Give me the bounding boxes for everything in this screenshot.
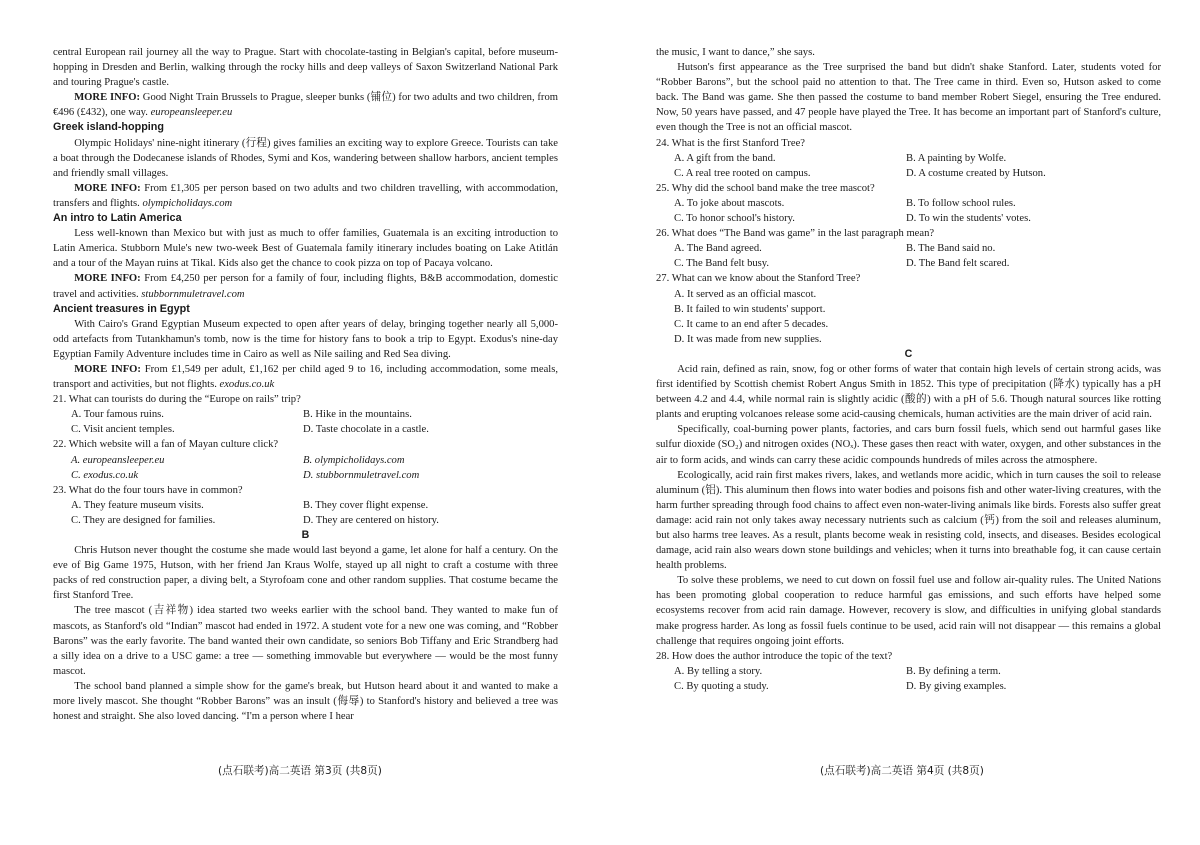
- more-info: [53, 181, 558, 211]
- options-27: [656, 287, 1161, 347]
- more-info-text: From £4,250 per person for a family of four, including flights, B&B accommodation, domestic travel and activities.: [53, 273, 558, 300]
- paragraph: The school band planned a simple show for the game's break, but Hutson heard about it and wanted to make a more lively mascot. She thought “Robber Barons” was an insult (侮辱) to Stanford's history and believed a tree was honest and straight. She also loved dancing. “I'm a person where I hear: [53, 680, 558, 723]
- option-d: D. A costume created by Hutson.: [906, 167, 1046, 179]
- option-d: D. Taste chocolate in a castle.: [303, 424, 429, 436]
- section-label-b: B: [301, 529, 310, 541]
- more-info: [53, 362, 558, 392]
- option-d: D. The Band felt scared.: [906, 258, 1010, 270]
- section-heading: Greek island-hopping: [53, 121, 164, 134]
- paragraph: Hutson's first appearance as the Tree surprised the band but didn't shake Stanford. Later, students voted for “Robber Barons”, but the school paid no attention to that. The Tree came in third. Even so, Hutson asked to come back. The Band was game. She then passed the costume to band member Robert Siegel, ensuring the Tree endured. Now, 50 years have passed, and 47 people have played the Tree. It has become an important part of Stanford's culture, even though the Tree is not an official mascot.: [656, 62, 1161, 134]
- option-c: C. The Band felt busy.: [674, 258, 770, 270]
- option-c: C. They are designed for families.: [71, 514, 216, 526]
- option-a: A. By telling a story.: [674, 665, 763, 677]
- option-d: D. It was made from new supplies.: [674, 333, 822, 345]
- paragraph: Ecologically, acid rain first makes rivers, lakes, and wetlands more acidic, which in turn causes the soil to release aluminum (铝). This aluminum then flows into water bodies and poisons fish and other water-living creatures, with the harm further spreading through food chains to affect even non-water-living animals like birds. Forests also suffer great damage: acid rain not only takes away necessary nutrients such as calcium (钙) from the soil and releases aluminum, but also harms tree leaves. As a result, plants become weak in resisting cold, insects, and diseases. Besides ecological damage, acid rain also wears down stone buildings and vehicles; when it turns into breathable fog, it can cause certain health problems.: [656, 469, 1161, 572]
- option-a: A. They feature museum visits.: [71, 499, 204, 511]
- paragraph: The tree mascot (吉祥物) idea started two weeks earlier with the school band. They wanted to make fun of mascots, as Stanford's old “Indian” mascot had ended in 1972. A student vote for a new one was coming, and “Robber Barons” was the early favorite. The band wanted their own candidate, so seniors Bob Tiffany and Eric Strandberg had a silly idea on a drive to a USC game: a tree — something immovable but everywhere — would be the most funny mascot.: [53, 605, 558, 677]
- option-b: B. Hike in the mountains.: [303, 409, 412, 421]
- option-d: D. They are centered on history.: [303, 514, 439, 526]
- option-c: C. By quoting a study.: [674, 680, 769, 692]
- more-info-label: MORE INFO:: [74, 92, 140, 104]
- option-c: C. A real tree rooted on campus.: [674, 167, 811, 179]
- option-b: B. The Band said no.: [906, 243, 996, 255]
- question-24: 24. What is the first Stanford Tree?: [656, 137, 805, 149]
- options-21: [53, 407, 558, 437]
- option-b: B. To follow school rules.: [906, 197, 1016, 209]
- paragraph: Acid rain, defined as rain, snow, fog or other forms of water that contain high levels of certain strong acids, was first identified by Scottish chemist Robert Angus Smith in 1852. This type of precipitation (降水) typically has a pH between 4.2 and 4.4, while normal rain is slightly acidic (酸的) with a pH of 5.6. Though natural sources like rotting plants and erupting volcanoes release some acid-causing chemicals, human activities are the main driver of acid rain.: [656, 363, 1161, 421]
- question-25: 25. Why did the school band make the tree mascot?: [656, 182, 875, 194]
- question-23: 23. What do the four tours have in common?: [53, 484, 243, 496]
- option-b: B. olympicholidays.com: [303, 454, 405, 466]
- paragraph: Less well-known than Mexico but with just as much to offer families, Guatemala is an exciting introduction to Latin America. Stubborn Mule's new two-week Best of Guatemala family itinerary includes boating on Lake Atitlán and a tour of the Mayan ruins at Tikal. Kids also get the chance to cook pizza on top of Pacaya volcano.: [53, 228, 558, 270]
- option-a: A. To joke about mascots.: [674, 197, 785, 209]
- paragraph: With Cairo's Grand Egyptian Museum expected to open after years of delay, bringing together nearly all 5,000-odd artefacts from Tutankhamun's tomb, now is the time for history fans to book a trip to Egypt. Exodus's nine-day Egyptian Family Adventure includes time in Cairo as well as Nile sailing and Red Sea diving.: [53, 318, 558, 360]
- option-d: D. To win the students' votes.: [906, 213, 1031, 225]
- options-23: [53, 498, 558, 528]
- option-c: C. exodus.co.uk: [71, 469, 139, 481]
- option-a: A. Tour famous ruins.: [71, 409, 164, 421]
- left-page: [53, 45, 558, 724]
- more-info-text: From £1,549 per adult, £1,162 per child aged 9 to 16, including accommodation, some meals, transport and activities, but not flights.: [53, 363, 558, 391]
- more-info-label: MORE INFO:: [74, 363, 141, 375]
- option-b: B. A painting by Wolfe.: [906, 152, 1007, 164]
- website: olympicholidays.com: [142, 197, 233, 209]
- question-27: 27. What can we know about the Stanford Tree?: [656, 273, 861, 285]
- options-22: [53, 453, 558, 483]
- paragraph: the music, I want to dance,” she says.: [656, 47, 815, 58]
- option-c: C. Visit ancient temples.: [71, 424, 175, 436]
- more-info-label: MORE INFO:: [74, 182, 141, 194]
- more-info-text: From £1,305 per person based on two adults and two children travelling, with accommodation, transfers and flights.: [53, 182, 558, 209]
- paragraph: To solve these problems, we need to cut down on fossil fuel use and follow air-quality rules. The United Nations has been promoting global cooperation to reduce harmful gas emissions, and such efforts have helped some ecosystems recover from acid rain damage. However, recovery is slow, and difficulties in unifying global standards make progress harder. As long as fossil fuels continue to be used, acid rain will not disappear — this remains a global challenge that requires ongoing joint efforts.: [656, 575, 1161, 647]
- options-25: [656, 196, 1161, 226]
- option-b: B. By defining a term.: [906, 665, 1001, 677]
- option-c: C. To honor school's history.: [674, 213, 795, 225]
- option-b: B. They cover flight expense.: [303, 499, 429, 511]
- section-heading: An intro to Latin America: [53, 212, 182, 225]
- website: europeansleeper.eu: [150, 107, 233, 119]
- question-28: 28. How does the author introduce the topic of the text?: [656, 650, 893, 662]
- option-d: D. stubbornmuletravel.com: [303, 469, 420, 481]
- section-heading: Ancient treasures in Egypt: [53, 302, 190, 315]
- paragraph: Olympic Holidays' nine-night itinerary (行程) gives families an exciting way to explore Greece. Tourists can take a boat through the Dodecanese islands of Rhodes, Symi and Kos, wandering between shallow harbors, ancient temples and friendly small villages.: [53, 137, 558, 179]
- question-22: 22. Which website will a fan of Mayan culture click?: [53, 439, 279, 451]
- right-page: [656, 45, 1161, 694]
- section-label-c: C: [904, 347, 913, 360]
- option-a: A. A gift from the band.: [674, 152, 776, 164]
- more-info: [53, 90, 558, 120]
- page-footer-left: (点石联考)高二英语 第3页 (共8页): [218, 765, 382, 777]
- paragraph: central European rail journey all the way to Prague. Start with chocolate-tasting in Belgian's capital, before museum-hopping in Dresden and Berlin, walking through the rocky hills and deep valleys of Saxon Switzerland National Park and touring Prague's castle.: [53, 47, 558, 89]
- page-footer-right: (点石联考)高二英语 第4页 (共8页): [820, 765, 984, 777]
- more-info: [53, 271, 558, 301]
- paragraph: Chris Hutson never thought the costume she made would last beyond a game, let alone for half a century. On the eve of Big Game 1975, Hutson, with her friend Jan Kraus Wolfe, stayed up all night to craft a costume with three packs of red construction paper, a diving belt, a Styrofoam cone and other random supplies. That costume became the first Stanford Tree.: [53, 545, 558, 602]
- options-28: [656, 664, 1161, 694]
- option-a: A. europeansleeper.eu: [71, 454, 165, 466]
- paragraph: Specifically, coal-burning power plants, factories, and cars burn fossil fuels, which send out harmful gases like sulfur dioxide (SO₂) and nitrogen oxides (NOₓ). These gases then react with water, oxygen, and other substances in the air to form acids, and winds can carry these acidic compounds hundreds of miles across the atmosphere.: [656, 424, 1161, 466]
- options-26: [656, 241, 1161, 271]
- option-a: A. The Band agreed.: [674, 243, 762, 255]
- website: exodus.co.uk: [219, 379, 275, 391]
- option-d: D. By giving examples.: [906, 680, 1007, 692]
- option-c: C. It came to an end after 5 decades.: [674, 318, 829, 330]
- question-26: 26. What does “The Band was game” in the last paragraph mean?: [656, 228, 935, 240]
- website: stubbornmuletravel.com: [141, 288, 245, 300]
- option-b: B. It failed to win students' support.: [674, 303, 826, 315]
- options-24: [656, 151, 1161, 181]
- option-a: A. It served as an official mascot.: [674, 288, 817, 300]
- more-info-text: Good Night Train Brussels to Prague, sleeper bunks (铺位) for two adults and two children, from €496 (£432), one way.: [53, 92, 558, 119]
- more-info-label: MORE INFO:: [74, 273, 141, 285]
- question-21: 21. What can tourists do during the “Europe on rails” trip?: [53, 394, 301, 406]
